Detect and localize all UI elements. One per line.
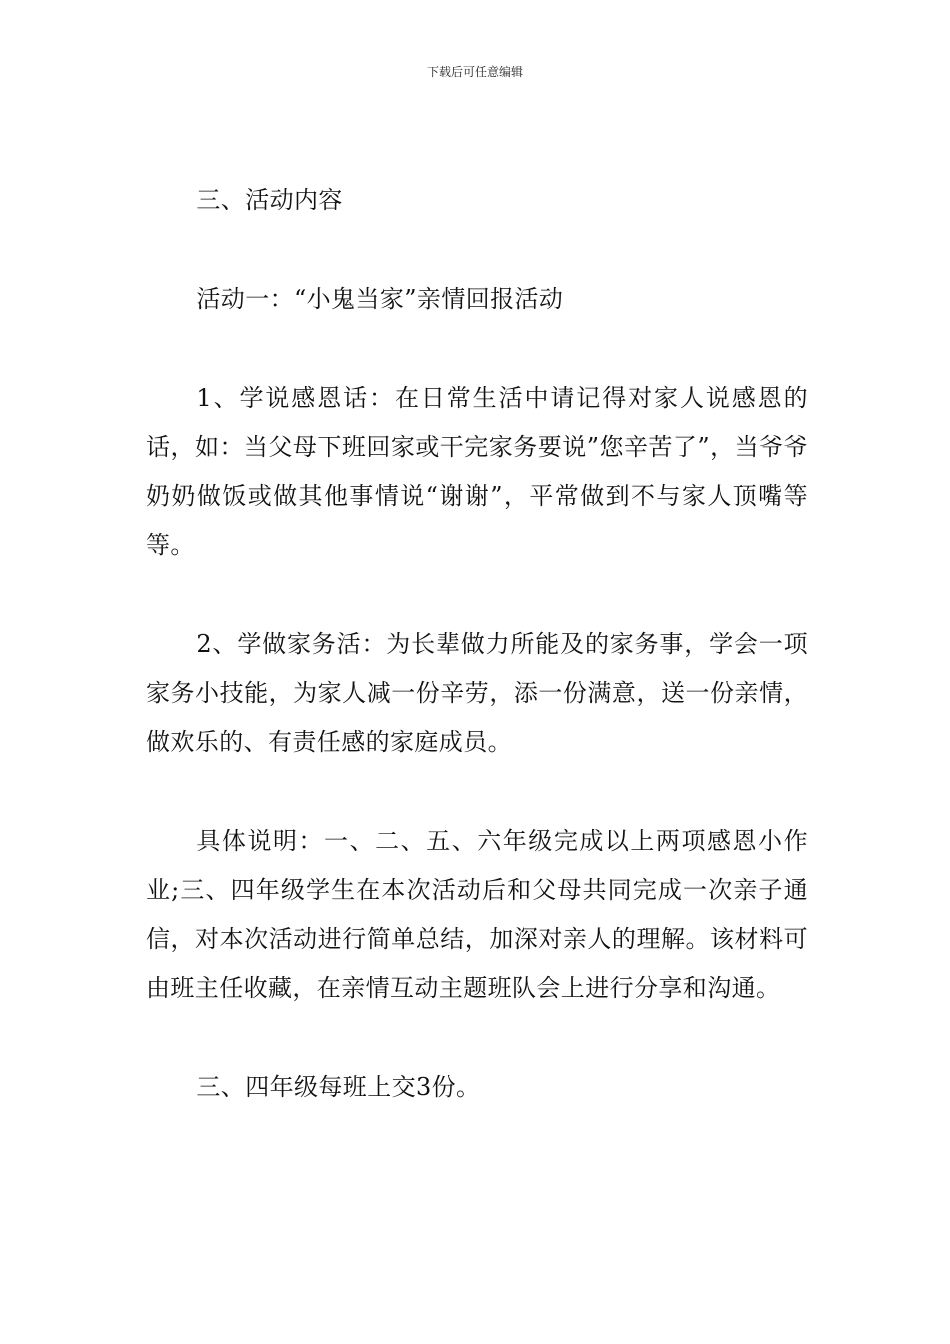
activity-title: 活动一：“小鬼当家”亲情回报活动 [196, 285, 564, 313]
document-body [146, 176, 808, 1112]
paragraph-item-1: 1、学说感恩话：在日常生活中请记得对家人说感恩的话，如：当父母下班回家或干完家务要说”您辛苦了”，当爷爷奶奶做饭或做其他事情说“谢谢”，平常做到不与家人顶嘴等等。 [146, 384, 808, 559]
section-title: 三、活动内容 [196, 186, 343, 214]
page-header: 下载后可任意编辑 [426, 65, 523, 79]
paragraph-note: 三、四年级每班上交3份。 [196, 1073, 481, 1101]
paragraph-item-2: 2、学做家务活：为长辈做力所能及的家务事，学会一项家务小技能，为家人减一份辛劳，添一份满意，送一份亲情，做欢乐的、有责任感的家庭成员。 [146, 630, 808, 756]
paragraph-explanation: 具体说明：一、二、五、六年级完成以上两项感恩小作业;三、四年级学生在本次活动后和父母共同完成一次亲子通信，对本次活动进行简单总结，加深对亲人的理解。该材料可由班主任收藏，在亲情互动主题班队会上进行分享和沟通。 [146, 827, 808, 1002]
